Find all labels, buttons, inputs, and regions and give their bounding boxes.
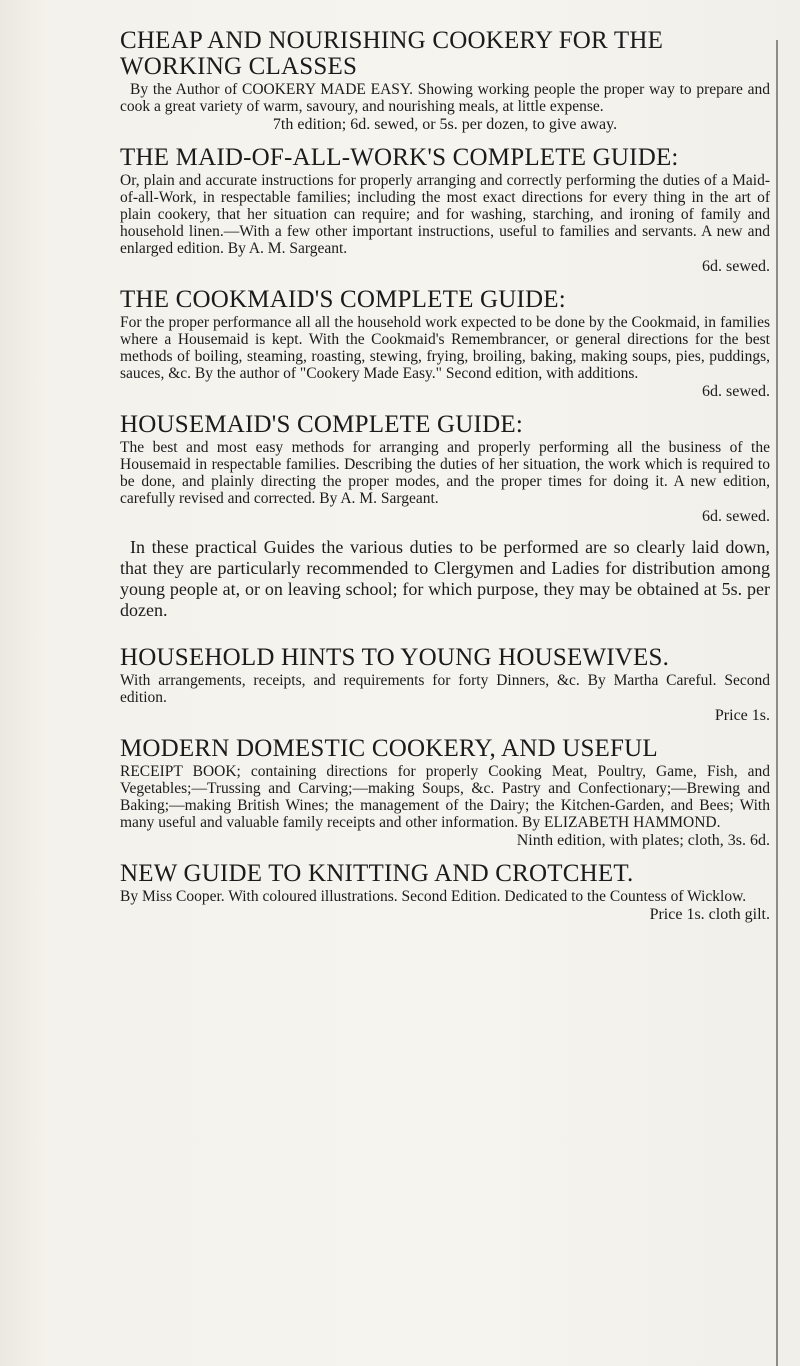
listing-price: 6d. sewed.	[702, 508, 770, 525]
listing-price: Price 1s. cloth gilt.	[649, 906, 770, 923]
listing-cheap-cookery	[120, 28, 770, 135]
listing-title: THE MAID-OF-ALL-WORK'S COMPLETE GUIDE:	[120, 144, 679, 171]
listing-modern-domestic-cookery	[120, 736, 770, 851]
listing-maid-of-all-work	[120, 145, 770, 277]
listing-description: The best and most easy methods for arranging and properly performing all the business of the Housemaid in respectable families. Describing the duties of her situation, the work which is required to be done, and plainly directing the proper modes, and the proper times for doing it. A new edition, carefully revised and corrected. By A. M. Sargeant.	[120, 439, 770, 507]
listing-title: CHEAP AND NOURISHING COOKERY FOR THE WORKING CLASSES	[120, 27, 664, 80]
guides-note	[120, 537, 770, 621]
listing-description: With arrangements, receipts, and requirements for forty Dinners, &c. By Martha Careful. Second edition.	[120, 672, 770, 706]
listing-description: RECEIPT BOOK; containing directions for properly Cooking Meat, Poultry, Game, Fish, and Vegetables;—Trussing and Carving;—making Soups, &c. Pastry and Confectionary;—Brewing and Baking;—making British Wines; the management of the Dairy; the Kitchen-Garden, and Bees; With many useful and valuable family receipts and other information. By ELIZABETH HAMMOND.	[120, 763, 770, 831]
listing-title: THE COOKMAID'S COMPLETE GUIDE:	[120, 286, 566, 313]
listing-price: Price 1s.	[714, 707, 770, 724]
listing-description: By Miss Cooper. With coloured illustrations. Second Edition. Dedicated to the Countess of Wicklow.	[120, 888, 747, 905]
listing-knitting-guide	[120, 861, 770, 925]
listing-description: For the proper performance all all the household work expected to be done by the Cookmaid, in families where a Housemaid is kept. With the Cookmaid's Remembrancer, or general directions for the best methods of boiling, steaming, roasting, stewing, frying, broiling, baking, making soups, pies, puddings, sauces, &c. By the author of "Cookery Made Easy." Second edition, with additions.	[120, 314, 770, 382]
listing-housemaid	[120, 412, 770, 527]
note-text: In these practical Guides the various duties to be performed are so clearly laid down, that they are particularly recommended to Clergymen and Ladies for distribution among young people at, or on leaving school; for which purpose, they may be obtained at 5s. per dozen.	[120, 537, 770, 620]
listing-title: MODERN DOMESTIC COOKERY, AND USEFUL	[120, 735, 658, 762]
listing-description: By the Author of COOKERY MADE EASY. Showing working people the proper way to prepare and cook a great variety of warm, savoury, and nourishing meals, at little expense.	[120, 81, 770, 115]
listing-title: HOUSEMAID'S COMPLETE GUIDE:	[120, 411, 523, 438]
listing-price: 7th edition; 6d. sewed, or 5s. per dozen, to give away.	[272, 116, 618, 133]
page-edge-rule	[776, 40, 778, 1366]
listing-title: NEW GUIDE TO KNITTING AND CROTCHET.	[120, 860, 634, 887]
advertisement-column	[120, 28, 770, 935]
listing-description: Or, plain and accurate instructions for properly arranging and correctly performing the duties of a Maid-of-all-Work, in respectable families; including the most exact directions for every thing in the art of plain cookery, that her situation can require; and for washing, starching, and ironing of family and household linen.—With a few other important instructions, useful to families and servants. A new and enlarged edition. By A. M. Sargeant.	[120, 172, 770, 257]
listing-price: Ninth edition, with plates; cloth, 3s. 6d.	[516, 832, 770, 849]
listing-price: 6d. sewed.	[702, 383, 770, 400]
listing-household-hints	[120, 645, 770, 726]
listing-cookmaid	[120, 287, 770, 402]
listing-title: HOUSEHOLD HINTS TO YOUNG HOUSEWIVES.	[120, 644, 670, 671]
spacer	[120, 631, 770, 645]
listing-price: 6d. sewed.	[702, 258, 770, 275]
